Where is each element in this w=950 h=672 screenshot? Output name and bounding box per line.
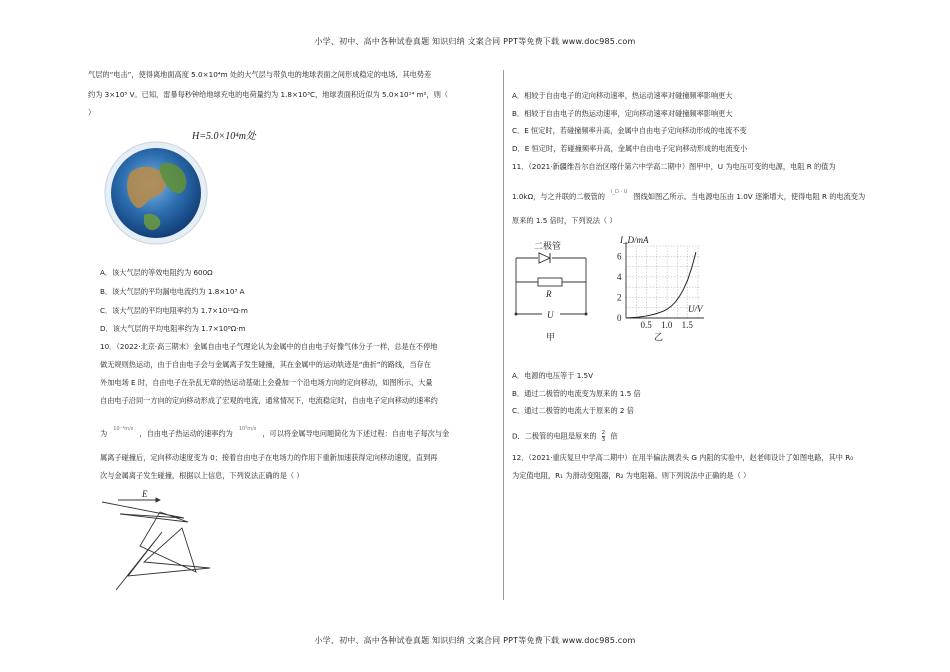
q11-option-d	[512, 430, 618, 443]
y-tick-label: 4	[617, 271, 622, 282]
q11-formula: I_D - U	[610, 189, 628, 195]
q10-option-d: D．E 恒定时，若碰撞频率升高，金属中自由电子定向移动形成的电流变小	[512, 144, 748, 153]
q10-line-3: 外加电场 E 时，自由电子在杂乱无章的热运动基础上会叠加一个沿电场方向的定向移动，如图所示，大量	[100, 378, 433, 387]
electron-zigzag-path	[102, 502, 210, 590]
q12-line-1: 12．（2021·重庆复旦中学高二期中）在用半偏法测表头 G 内阻的实验中，赵老师设计了如图电路，其中 R₀	[512, 453, 854, 462]
q10-option-a: A．相较于自由电子的定向移动速率，热运动速率对碰撞频率影响更大	[512, 91, 733, 100]
q10-thermal-speed: 10⁵m/s	[238, 426, 257, 432]
x-tick-label: 0.5	[640, 320, 652, 330]
q10-option-c: C．E 恒定时，若碰撞频率升高，金属中自由电子定向移动形成的电流不变	[512, 126, 747, 135]
q11-line-2	[512, 189, 866, 203]
q11-line-2-a: 1.0kΩ，与之并联的二极管的	[512, 192, 605, 201]
q10-option-b: B．相较于自由电子的热运动速率，定向移动速率对碰撞频率影响更大	[512, 109, 733, 118]
q11-line-2-b: 图线如图乙所示。当电源电压由 1.0V 逐渐增大，使得电阻 R 的电流变为	[633, 192, 866, 201]
q9-option-c: C．该大气层的平均电阻率约为 1.7×10¹²Ω·m	[100, 306, 248, 315]
x-tick-label: 1.5	[681, 320, 693, 330]
q9-option-b: B．该大气层的平均漏电电流约为 1.8×10³ A	[100, 287, 245, 296]
q9-intro-line-3: ）	[88, 108, 96, 117]
fraction-numerator: 2	[601, 430, 606, 436]
q11-option-d-prefix: D．二极管的电阻是原来的	[512, 431, 597, 441]
earth-height-label: H=5.0×10⁴m处	[192, 131, 256, 142]
q10-line-6: 次与金属离子发生碰撞，根据以上信息，下列说法正确的是（ ）	[100, 471, 304, 480]
earth-figure	[100, 125, 300, 250]
diode-label: 二极管	[534, 241, 562, 251]
header-banner: 小学、初中、高中各种试卷真题 知识归纳 文案合同 PPT等免费下载 www.doc985.com	[314, 37, 636, 46]
footer-banner: 小学、初中、高中各种试卷真题 知识归纳 文案合同 PPT等免费下载 www.doc985.com	[314, 636, 636, 645]
q10-line-5: 属离子碰撞后，定向移动速度变为 0；接着自由电子在电场力的作用下重新加速获得定向移动速度，直到再	[100, 453, 438, 462]
q12-line-2: 为定值电阻，R₁ 为滑动变阻器，R₂ 为电阻箱。则下列说法中正确的是（ ）	[512, 471, 751, 480]
x-tick-label: 1.0	[661, 320, 673, 330]
q11-line-1: 11．（2021·新疆维吾尔自治区喀什第六中学高二期中）图甲中，U 为电压可变的电源，电阻 R 的值为	[512, 162, 836, 171]
terminal-dot	[515, 313, 518, 316]
q10-speed-line	[100, 426, 450, 440]
q10-speed-mid: ，自由电子热运动的速率约为	[139, 429, 233, 438]
q10-line-1: 10．（2022·北京·高三期末）金属自由电子气理论认为金属中的自由电子好像气体分子一样，总是在不停地	[100, 342, 438, 351]
y-tick-label: 6	[617, 251, 622, 262]
q10-line-2: 做无规则热运动，由于自由电子会与金属离子发生碰撞，其在金属中的运动轨迹是“曲折”的路线，当存在	[100, 360, 431, 369]
terminal-dot	[585, 313, 588, 316]
q10-drift-speed: 10⁻⁴m/s	[113, 426, 134, 432]
q9-option-d: D．该大气层的平均电阻率约为 1.7×10⁸Ω·m	[100, 324, 246, 333]
diode-symbol	[539, 253, 550, 263]
q9-intro-line-1: 气层的“电击”，使得离地面高度 5.0×10⁴m 处的大气层与带负电的地球表面之间形成稳定的电场，其电势差	[88, 70, 432, 79]
q11-line-3: 原来的 1.5 倍时，下列说法（ ）	[512, 216, 617, 225]
circuit-diagram-jia	[512, 238, 594, 346]
y-axis-label: I_D/mA	[620, 235, 649, 245]
q11-option-a: A．电源的电压等于 1.5V	[512, 371, 594, 380]
circuit-caption: 甲	[546, 332, 556, 342]
electric-field-label: E	[142, 489, 148, 499]
diode-iv-graph	[600, 232, 712, 344]
source-label: U	[547, 310, 554, 320]
q11-option-c: C．通过二极管的电流大于原来的 2 倍	[512, 406, 634, 415]
iv-curve	[626, 252, 696, 318]
resistor-label: R	[546, 289, 552, 299]
q11-option-d-suffix: 倍	[610, 431, 618, 441]
x-axis-label: U/V	[688, 304, 703, 314]
fraction	[602, 430, 605, 443]
resistor-symbol	[538, 278, 562, 286]
q10-line-4: 自由电子沿同一方向的定向移动形成了宏观的电流，通常情况下，电流稳定时，自由电子定向移动的速率约	[100, 396, 438, 405]
q9-option-a: A．该大气层的等效电阻约为 600Ω	[100, 268, 213, 277]
column-divider	[503, 70, 504, 600]
q9-intro-line-2: 约为 3×10⁵ V。已知，雷暴每秒钟给地球充电的电荷量约为 1.8×10³C，地球表面积近似为 5.0×10¹⁴ m²，则（	[88, 90, 449, 99]
graph-caption: 乙	[654, 332, 664, 342]
q10-speed-prefix: 为	[100, 429, 108, 438]
q11-option-b: B．通过二极管的电流变为原来的 1.5 倍	[512, 389, 641, 398]
fraction-denominator: 3	[601, 437, 606, 443]
q10-speed-suffix: ，可以将金属导电问题简化为下述过程：自由电子每次与金	[262, 429, 450, 438]
y-tick-label: 0	[617, 313, 622, 323]
y-tick-label: 2	[617, 292, 622, 303]
electron-trajectory-figure	[100, 488, 220, 593]
